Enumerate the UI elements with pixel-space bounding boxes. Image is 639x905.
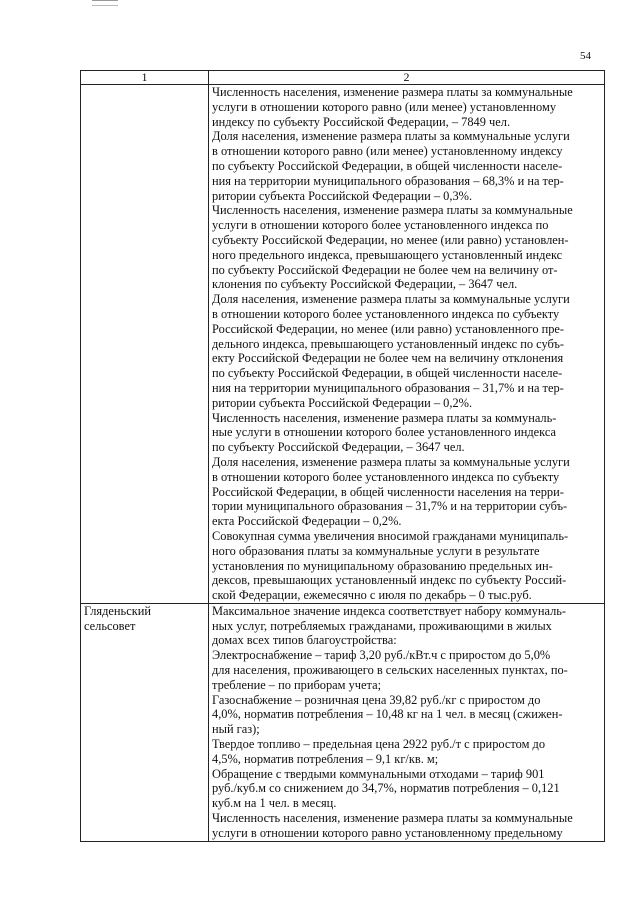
text-line: руб./куб.м со снижением до 34,7%, норматив потребления – 0,121: [212, 781, 560, 796]
text-line: ния на территории муниципального образования – 31,7% и на тер-: [212, 380, 564, 395]
text-line: услуги в отношении которого равно (или менее) установленному: [212, 99, 557, 114]
text-line: в отношении которого более установленного индекса по субъекту: [212, 306, 560, 321]
text-line: Максимальное значение индекса соответствует набору коммуналь-: [212, 603, 567, 618]
text-line: Доля населения, изменение размера платы за коммунальные услуги: [212, 454, 570, 469]
text-line: екту Российской Федерации не более чем на величину отклонения: [212, 351, 564, 366]
text-line: дельного индекса, превышающего установленный индекс по субъ-: [212, 336, 565, 351]
text-line: требление – по приборам учета;: [212, 677, 382, 692]
text-line: дексов, превышающих установленный индекс по субъекту Россий-: [212, 573, 567, 588]
text-line: ных услуг, потребляемых гражданами, проживающими в жилых: [212, 618, 552, 633]
text-line: Газоснабжение – розничная цена 39,82 руб./кг с приростом до: [212, 692, 541, 707]
text-line: куб.м на 1 чел. в месяц.: [212, 796, 337, 811]
text-line: ный газ);: [212, 722, 260, 737]
text-line: по субъекту Российской Федерации, – 3647 чел.: [212, 440, 465, 455]
text-line: ской Федерации, ежемесячно с июля по декабрь – 0 тыс.руб.: [212, 588, 532, 603]
table-row: [81, 603, 605, 841]
text-line: 4,5%, норматив потребления – 9,1 кг/кв. м;: [212, 751, 439, 766]
column-header-1: 1: [81, 71, 209, 85]
text-line: Численность населения, изменение размера платы за коммуналь-: [212, 410, 557, 425]
row-text-cell: [209, 603, 605, 841]
text-line: Твердое топливо – предельная цена 2922 руб./т с приростом до: [212, 737, 546, 752]
text-line: по субъекту Российской Федерации не более чем на величину от-: [212, 262, 558, 277]
table-header-row: [81, 71, 605, 85]
scan-artifact-mark: [92, 0, 118, 6]
text-line: домах всех типов благоустройства:: [212, 633, 397, 648]
text-line: Российской Федерации, в общей численности населения на терри-: [212, 484, 564, 499]
text-line: услуги в отношении которого более установленного индекса по: [212, 218, 549, 233]
page-number: 54: [580, 50, 591, 62]
text-line: ные услуги в отношении которого более установленного индекса: [212, 425, 557, 440]
text-line: Совокупная сумма увеличения вносимой гражданами муниципаль-: [212, 528, 569, 543]
row-label-line: сельсовет: [84, 618, 136, 633]
text-line: индексу по субъекту Российской Федерации, – 7849 чел.: [212, 114, 511, 129]
column-header-2: 2: [209, 71, 605, 85]
text-line: Обращение с твердыми коммунальными отходами – тариф 901: [212, 766, 545, 781]
text-line: ния на территории муниципального образования – 68,3% и на тер-: [212, 173, 564, 188]
row-text-cell: [209, 85, 605, 604]
text-line: по субъекту Российской Федерации, в общей численности населе-: [212, 158, 563, 173]
table-row: [81, 85, 605, 604]
text-line: Численность населения, изменение размера платы за коммунальные: [212, 85, 573, 99]
text-line: Электроснабжение – тариф 3,20 руб./кВт.ч с приростом до 5,0%: [212, 648, 551, 663]
text-line: Российской Федерации, но менее (или равно) установленного пре-: [212, 321, 565, 336]
text-line: 4,0%, норматив потребления – 10,48 кг на 1 чел. в месяц (сжижен-: [212, 707, 563, 722]
text-line: ного предельного индекса, превышающего установленный индекс: [212, 247, 563, 262]
text-line: клонения по субъекту Российской Федерации, – 3647 чел.: [212, 277, 518, 292]
text-line: тории муниципального образования – 31,7% и на территории субъ-: [212, 499, 568, 514]
row-label-line: Гляденьский: [84, 603, 151, 618]
text-line: установления по муниципальному образованию предельных ин-: [212, 558, 553, 573]
text-line: субъекту Российской Федерации, но менее (или равно) установлен-: [212, 232, 569, 247]
row-label-cell: [81, 603, 209, 841]
text-line: Доля населения, изменение размера платы за коммунальные услуги: [212, 129, 570, 144]
text-line: в отношении которого более установленного индекса по субъекту: [212, 469, 560, 484]
text-line: услуги в отношении которого равно установленному предельному: [212, 825, 563, 840]
row-label-cell: [81, 85, 209, 604]
text-line: ного образования платы за коммунальные услуги в результате: [212, 543, 540, 558]
text-line: ритории субъекта Российской Федерации – 0,2%.: [212, 395, 473, 410]
text-line: в отношении которого равно (или менее) установленному индексу: [212, 144, 563, 159]
data-table: [80, 70, 605, 842]
text-line: ритории субъекта Российской Федерации – 0,3%.: [212, 188, 473, 203]
text-line: по субъекту Российской Федерации, в общей численности населе-: [212, 366, 563, 381]
text-line: екта Российской Федерации – 0,2%.: [212, 514, 402, 529]
text-line: Численность населения, изменение размера платы за коммунальные: [212, 811, 573, 826]
text-line: для населения, проживающего в сельских населенных пунктах, по-: [212, 663, 568, 678]
text-line: Численность населения, изменение размера платы за коммунальные: [212, 203, 573, 218]
text-line: Доля населения, изменение размера платы за коммунальные услуги: [212, 292, 570, 307]
